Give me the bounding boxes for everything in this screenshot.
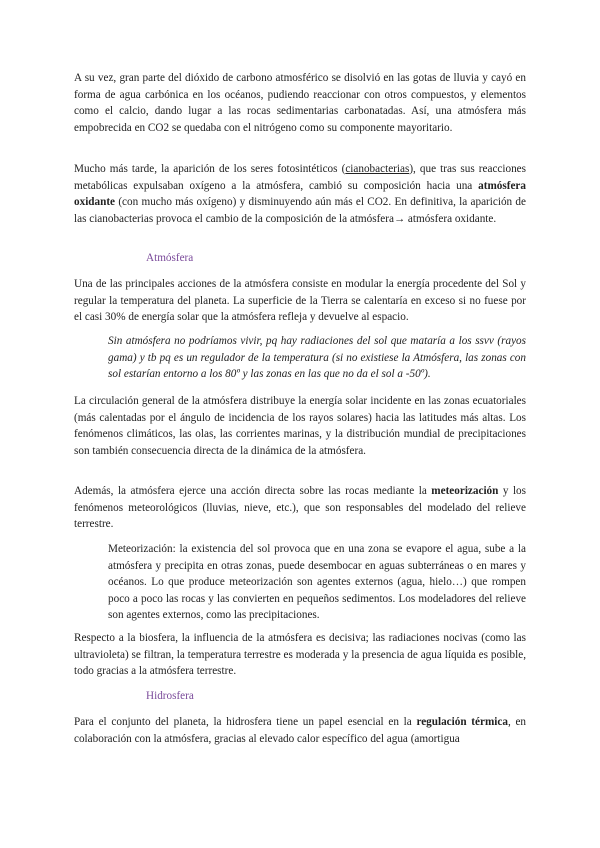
paragraph-meteorization: Meteorización: la existencia del sol provoca que en una zona se evapore el agua, sube a la atmósfera y precipita en otras zonas, puede desembocar en aguas subterráneas o en mares y océanos. Lo que produce meteorización son agentes externos (agua, hielo…) que rompen poco a poco las rocas y las convierten en pequeños sedimentos. Los modeladores del relieve son agentes externos, como las precipitaciones. [108,543,526,621]
text-segment: ), que tras sus reacciones metabólicas expulsaban oxígeno a la atmósfera, cambió su composición hacia una [74,163,526,192]
bold-term: regulación térmica [416,716,508,728]
paragraph-rocks [74,483,526,533]
heading-atmosfera: Atmósfera [146,252,194,264]
text-segment: Para el conjunto del planeta, la hidrosfera tiene un papel esencial en la [74,716,417,728]
paragraph-co2: A su vez, gran parte del dióxido de carbono atmosférico se disolvió en las gotas de lluvia y cayó en forma de agua carbónica en los océanos, pudiendo reaccionar con otros compuestos, y elementos como el calcio, dando lugar a las rocas sedimentarias carbonatadas. Así, una atmósfera más empobrecida en CO2 se quedaba con el nitrógeno como su componente mayoritario. [74,72,526,134]
text-segment: (con mucho más oxígeno) y disminuyendo aún más el CO2. En definitiva, la aparición de las cianobacterias provoca el cambio de la composición de la atmósfera→ atmósfera oxidante. [74,196,526,225]
paragraph-circulation: La circulación general de la atmósfera distribuye la energía solar incidente en las zonas ecuatoriales (más calentadas por el ángulo de incidencia de los rayos solares) hacia las latitudes más altas. Los fenómenos climáticos, las olas, las corrientes marinas, y la distribución mundial de precipitaciones son también consecuencia directa de la dinámica de la atmósfera. [74,395,526,457]
heading-hidrosfera: Hidrosfera [146,690,194,702]
bold-term: atmósfera oxidante [74,179,526,208]
paragraph-energy: Una de las principales acciones de la atmósfera consiste en modular la energía procedente del Sol y regular la temperatura del planeta. La superficie de la Tierra se calentaría en exceso si no fuese por el casi 30% de energía solar que la atmósfera refleja y devuelve al espacio. [74,278,526,323]
paragraph-cyanobacteria [74,161,526,227]
text-segment: Además, la atmósfera ejerce una acción directa sobre las rocas mediante la [74,485,432,497]
bold-term: meteorización [431,485,499,497]
paragraph-hydrosphere [74,714,526,747]
text-segment: Mucho más tarde, la aparición de los seres fotosintéticos ( [74,163,346,175]
cianobacterias-link[interactable]: cianobacterias [345,163,410,175]
paragraph-biosphere: Respecto a la biosfera, la influencia de la atmósfera es decisiva; las radiaciones nocivas (como las ultravioleta) se filtran, la temperatura terrestre es moderada y la presencia de agua líquida es posible, todo gracias a la atmósfera terrestre. [74,632,526,677]
paragraph-note-italic: Sin atmósfera no podríamos vivir, pq hay radiaciones del sol que mataría a los ssvv (rayos gama) y tb pq es un regulador de la temperatura (si no existiese la Atmósfera, las zonas con sol estarían entorno a los 80º y las zonas en las que no da el sol a -50º). [108,335,526,380]
text-segment: y los fenómenos meteorológicos (lluvias, nieve, etc.), que son responsables del modelado del relieve terrestre. [74,485,526,530]
text-segment: , en colaboración con la atmósfera, gracias al elevado calor específico del agua (amortigua [74,716,527,745]
